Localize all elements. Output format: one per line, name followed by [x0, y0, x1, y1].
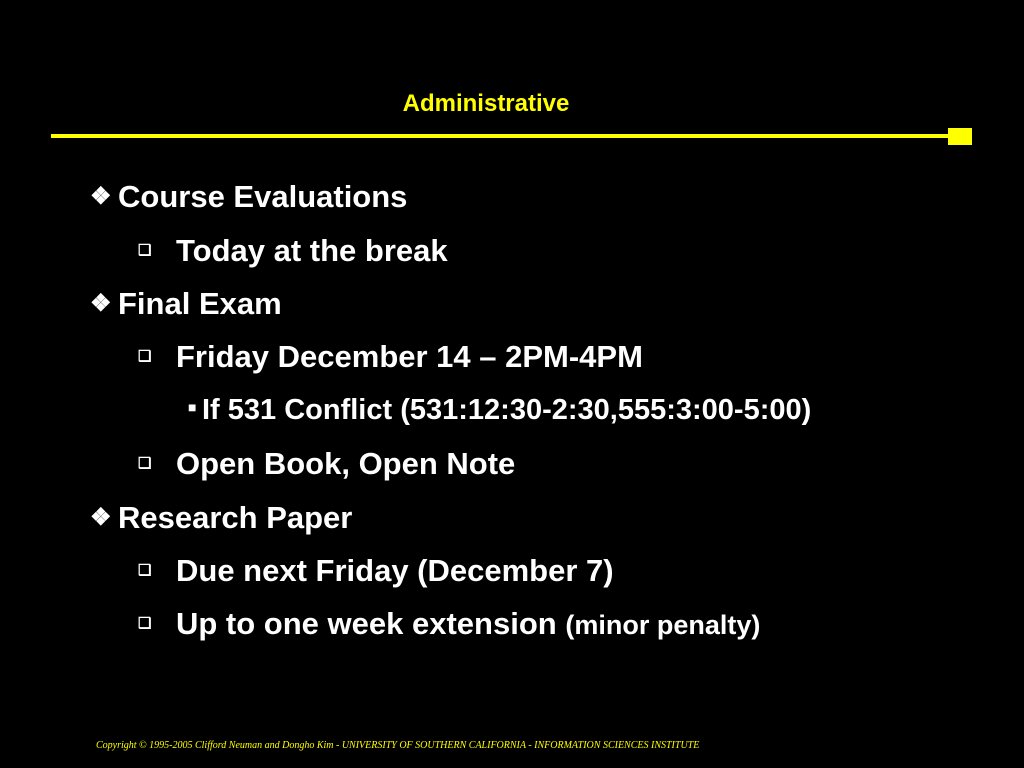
bullet-text: Due next Friday (December 7) — [176, 553, 614, 588]
bullet-level-1 — [90, 502, 352, 533]
copyright-footer: Copyright © 1995-2005 Clifford Neuman and Dongho Kim - UNIVERSITY OF SOUTHERN CALIFORNIA - INFORMATION SCIENCES INSTITUTE — [96, 740, 700, 751]
bullet-text: Up to one week extension — [176, 606, 557, 641]
bullet-level-2 — [138, 555, 614, 586]
hollow-square-bullet-icon: ❑ — [138, 562, 152, 579]
hollow-square-bullet-icon: ❑ — [138, 455, 152, 472]
bullet-level-2 — [138, 448, 515, 479]
bullet-text: Final Exam — [118, 286, 282, 321]
bullet-text: Today at the break — [176, 233, 448, 268]
diamond-bullet-icon: ❖ — [90, 290, 112, 317]
hollow-square-bullet-icon: ❑ — [138, 615, 152, 632]
bullet-text: Course Evaluations — [118, 179, 408, 214]
diamond-bullet-icon: ❖ — [90, 504, 112, 531]
bullet-level-1 — [90, 288, 282, 319]
title-divider-end-block — [948, 128, 972, 145]
bullet-level-1 — [90, 181, 407, 212]
bullet-level-2 — [138, 608, 760, 639]
hollow-square-bullet-icon: ❑ — [138, 348, 152, 365]
filled-square-bullet-icon: ■ — [188, 399, 197, 415]
bullet-level-3 — [188, 396, 811, 425]
bullet-text: Open Book, Open Note — [176, 446, 516, 481]
title-divider — [51, 134, 951, 138]
bullet-level-2 — [138, 235, 448, 266]
slide-title: Administrative — [402, 90, 570, 117]
bullet-text-suffix: (minor penalty) — [565, 610, 761, 640]
bullet-text: If 531 Conflict (531:12:30-2:30,555:3:00-5:00) — [202, 394, 812, 426]
hollow-square-bullet-icon: ❑ — [138, 242, 152, 259]
bullet-level-2 — [138, 341, 643, 372]
bullet-text: Friday December 14 – 2PM-4PM — [176, 339, 643, 374]
bullet-text: Research Paper — [118, 500, 353, 535]
diamond-bullet-icon: ❖ — [90, 183, 112, 210]
